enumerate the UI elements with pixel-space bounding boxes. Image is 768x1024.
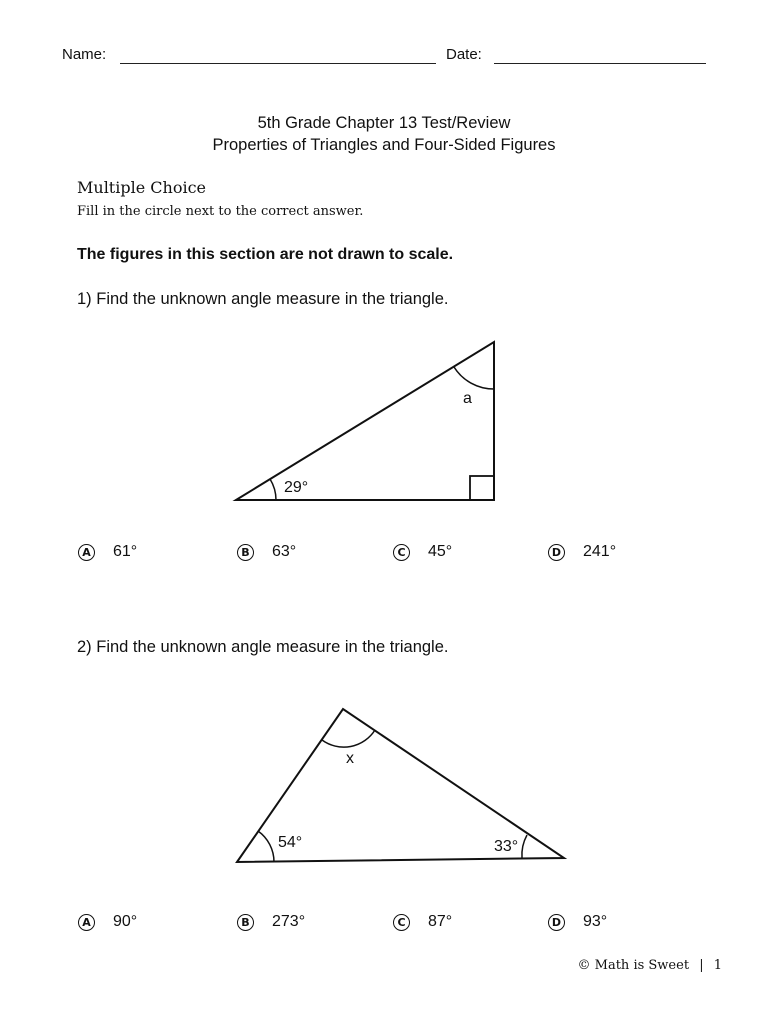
choice-value: 45° (428, 543, 453, 560)
question-2-text: 2) Find the unknown angle measure in the triangle. (77, 638, 449, 656)
angle-arc-54 (258, 831, 274, 862)
answer-bubble-b[interactable]: B (237, 544, 254, 561)
date-field[interactable] (494, 63, 706, 64)
unknown-angle-label-x: x (346, 750, 354, 767)
answer-bubble-b[interactable]: B (237, 914, 254, 931)
choice-value: 87° (428, 913, 453, 930)
angle-arc-29 (270, 479, 276, 500)
choice-value: 61° (113, 543, 138, 560)
answer-bubble-c[interactable]: C (393, 544, 410, 561)
question-2-figure (0, 700, 768, 875)
q1-choice-d[interactable] (548, 540, 616, 564)
section-instructions: Fill in the circle next to the correct answer. (77, 204, 364, 219)
angle-arc-33 (522, 835, 527, 858)
answer-bubble-d[interactable]: D (548, 544, 565, 561)
known-angle-label-54: 54° (278, 834, 303, 851)
choice-value: 90° (113, 913, 138, 930)
q1-choice-b[interactable] (237, 540, 296, 564)
copyright-text: © Math is Sweet (577, 958, 690, 973)
name-field[interactable] (120, 63, 436, 64)
answer-bubble-a[interactable]: A (78, 544, 95, 561)
answer-bubble-d[interactable]: D (548, 914, 565, 931)
section-heading: Multiple Choice (77, 178, 206, 197)
right-angle-marker (470, 476, 494, 500)
known-angle-label-33: 33° (494, 838, 519, 855)
header-row (62, 46, 712, 70)
title-line-1: 5th Grade Chapter 13 Test/Review (257, 114, 511, 132)
q1-choice-c[interactable] (393, 540, 452, 564)
page-number: 1 (713, 958, 722, 973)
known-angle-label-29: 29° (284, 479, 309, 496)
question-1-text: 1) Find the unknown angle measure in the triangle. (77, 290, 449, 308)
q2-choice-b[interactable] (237, 910, 305, 934)
title-line-2: Properties of Triangles and Four-Sided Figures (212, 136, 556, 154)
q2-choice-a[interactable] (78, 910, 137, 934)
choice-value: 63° (272, 543, 297, 560)
unknown-angle-label-a: a (463, 390, 472, 407)
angle-arc-x (322, 730, 375, 747)
triangle-1 (236, 342, 494, 500)
q2-choice-d[interactable] (548, 910, 607, 934)
q2-choice-c[interactable] (393, 910, 452, 934)
choice-value: 241° (583, 543, 617, 560)
answer-bubble-a[interactable]: A (78, 914, 95, 931)
name-label: Name: (62, 46, 107, 63)
choice-value: 273° (272, 913, 306, 930)
question-1-figure (0, 330, 768, 520)
footer (578, 958, 722, 973)
footer-separator: | (699, 958, 704, 973)
angle-arc-a (454, 367, 494, 389)
choice-value: 93° (583, 913, 608, 930)
answer-bubble-c[interactable]: C (393, 914, 410, 931)
q1-choice-a[interactable] (78, 540, 137, 564)
date-label: Date: (446, 46, 482, 63)
scale-note: The figures in this section are not drawn to scale. (77, 246, 454, 263)
